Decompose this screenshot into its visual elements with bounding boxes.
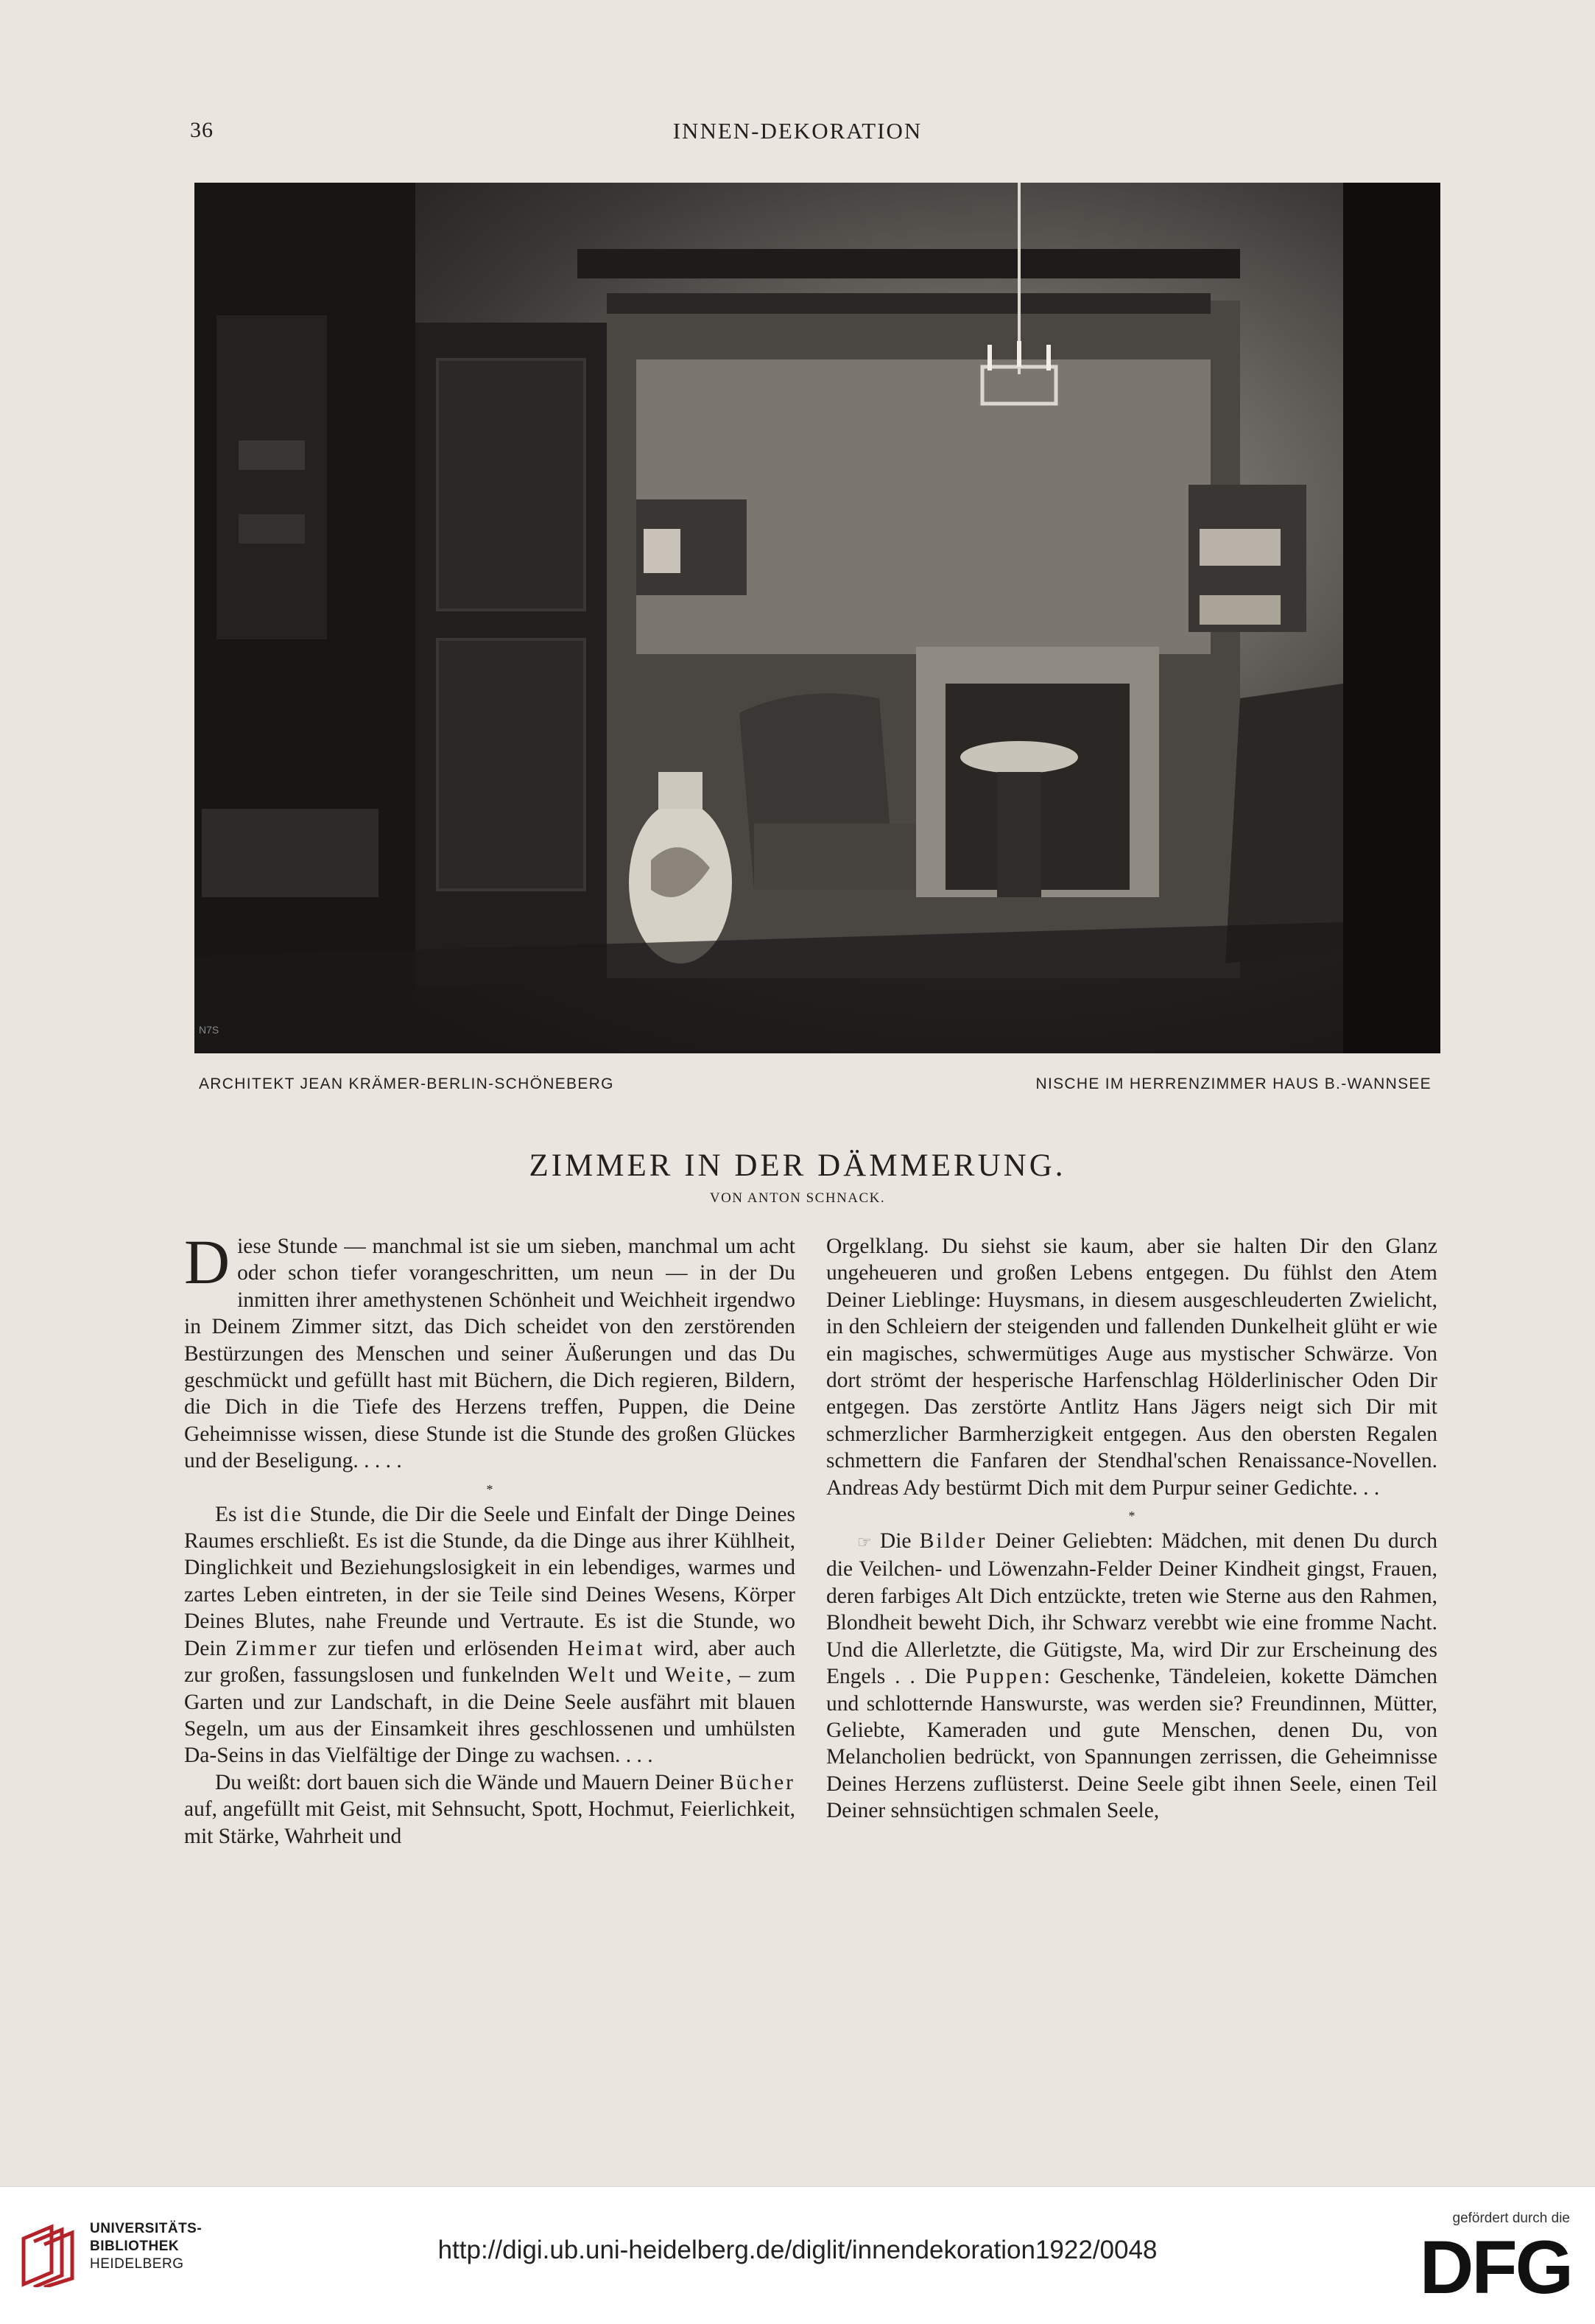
running-title: INNEN-DEKORATION — [672, 118, 923, 144]
sponsor-text: gefördert durch die — [1452, 2211, 1570, 2226]
spaced-word: Zimmer — [235, 1636, 319, 1660]
caption-room: NISCHE IM HERRENZIMMER HAUS B.-WANNSEE — [1035, 1075, 1432, 1092]
digital-library-footer — [0, 2186, 1595, 2324]
section-star: * — [486, 1481, 493, 1497]
text-run: auf, angefüllt mit Geist, mit Sehnsucht, Spott, Hochmut, Feierlichkeit, mit Stärke, Wahrheit und — [184, 1797, 795, 1848]
byline: VON ANTON SCHNACK. — [709, 1190, 886, 1206]
text-run: Die — [871, 1529, 920, 1554]
spaced-word: Heimat — [567, 1636, 645, 1660]
text-run: Deiner Geliebten: Mädchen, mit denen Du durch die Veilchen- und Löwenzahn-Felder Deiner Kindheit gingst, Frauen, deren farbiges Alt Dich entzückte, treten wie Sterne aus den Rahmen, Blondheit beweht Dich, ihr Schwarz verebbt wie eine fromme Nacht. Und die Allerletzte, die Gütigste, Ma, wird Dir zur Erscheinung des Engels . . Die — [826, 1529, 1438, 1689]
photographer-monogram: N7S — [199, 1024, 219, 1036]
library-name-line-3: HEIDELBERG — [90, 2256, 184, 2272]
paragraph-3 — [184, 1769, 795, 1850]
library-name-line-1: UNIVERSITÄTS- — [90, 2221, 203, 2236]
paragraph-4: Orgelklang. Du siehst sie kaum, aber sie halten Dir den Glanz ungeheueren und großen Lebens entgegen. Du fühlst den Atem Deiner Lieblinge: Huysmans, in diesem ausgeschleuderten Zwielicht, in den Schleiern der steigenden und fallenden Dunkelheit glüht er wie ein magisches, schwermütiges Auge aus mystischer Schwärze. Von dort strömt der hesperische Harfenschlag Hölderlinischer Oden Dir entgegen. Das zerstörte Antlitz Hans Jägers neigt sich Dir mit schmerzlicher Barmherzigkeit entgegen. Aus den obersten Regalen schmettern die Fanfaren der Stendhal'schen Renaissance-Novellen. Andreas Ady bestürmt Dich mit dem Purpur seiner Gedichte. . . — [826, 1235, 1437, 1500]
permalink-url[interactable]: http://digi.ub.uni-heidelberg.de/diglit/innendekoration1922/0048 — [437, 2236, 1158, 2264]
article-title: ZIMMER IN DER DÄMMERUNG. — [529, 1148, 1066, 1183]
library-name-line-2: BIBLIOTHEK — [90, 2239, 180, 2254]
spaced-word: Welt — [567, 1663, 617, 1688]
text-run: Du weißt: dort bauen sich die Wände und Mauern Deiner — [215, 1770, 719, 1794]
paragraph-2 — [184, 1501, 795, 1769]
text-run: Es ist — [215, 1502, 270, 1526]
spaced-word: die — [270, 1502, 303, 1526]
spaced-word: Bilder — [919, 1529, 987, 1554]
drop-cap: D — [184, 1226, 230, 1297]
paragraph-1-text: iese Stunde — manchmal ist sie um sieben, manchmal um acht oder schon tiefer vorangeschritten, um neun — in der Du inmitten ihrer amethystenen Schönheit und Weichheit irgendwo in Deinem Zimmer sitzt, das Dich scheidet von den zerstörenden Bestürzungen des Menschen und seiner Äußerungen und das Du geschmückt und gefüllt hast mit Büchern, die Dich regieren, Bildern, die Dich in die Tiefe des Herzens treffen, Puppen, die Deine Geheimnisse wissen, diese Stunde ist die Stunde des großen Glückes und der Beseligung. . . . . — [184, 1235, 795, 1473]
spaced-word: Puppen — [965, 1665, 1044, 1689]
text-column-right — [826, 1233, 1437, 1825]
text-run: zur tiefen und erlösenden — [318, 1636, 568, 1660]
paragraph-1 — [184, 1226, 795, 1475]
spaced-word: Weite — [664, 1663, 726, 1688]
text-run: und — [616, 1663, 665, 1688]
interior-photograph — [194, 183, 1440, 1053]
section-star: * — [1128, 1509, 1135, 1524]
text-column-left — [184, 1226, 796, 1850]
page-number: 36 — [190, 118, 214, 142]
pointing-hand-icon: ☞ — [857, 1533, 872, 1552]
dfg-logo: DFG — [1419, 2225, 1571, 2309]
text-run: : Geschenke, Tändeleien, kokette Dämchen und schlotternde Hanswurste, was werden sie? Freundinnen, Mütter, Geliebte, Kameraden und gute Menschen, denen Du, von Melancholien bedrückt, von Spannungen zerrissen, die Geheimnisse Deines Herzens zuflüsterst. Deine Seele gibt ihnen Seele, einen Teil Deiner sehnsüchtigen schmalen Seele, — [826, 1665, 1438, 1823]
spaced-word: Bücher — [719, 1770, 795, 1794]
text-run: wird, aber auch zur großen, fassungslosen und funkelnden — [184, 1636, 796, 1688]
text-run: , – zum Garten und zur Landschaft, in die Deine Seele ausfährt mit blauen Segeln, um aus der Einsamkeit ihres geschlossenen und umhülsten Da-Seins in das Vielfältige der Dinge zu wachsen. . . . — [184, 1663, 796, 1768]
caption-architect: ARCHITEKT JEAN KRÄMER-BERLIN-SCHÖNEBERG — [199, 1075, 614, 1092]
paragraph-5 — [826, 1528, 1437, 1824]
text-run: Stunde, die Dir die Seele und Einfalt der Dinge Deines Raumes erschließt. Es ist die Stunde, da die Dinge aus ihrer Kühlheit, Dinglichkeit und Beziehungslosigkeit in ein lebendiges, warmes und zartes Leben eintreten, in der sie Teile sind Deines Wesens, Körper Deines Blutes, nahe Freunde und Vertraute. Es ist die Stunde, wo Dein — [184, 1502, 796, 1660]
